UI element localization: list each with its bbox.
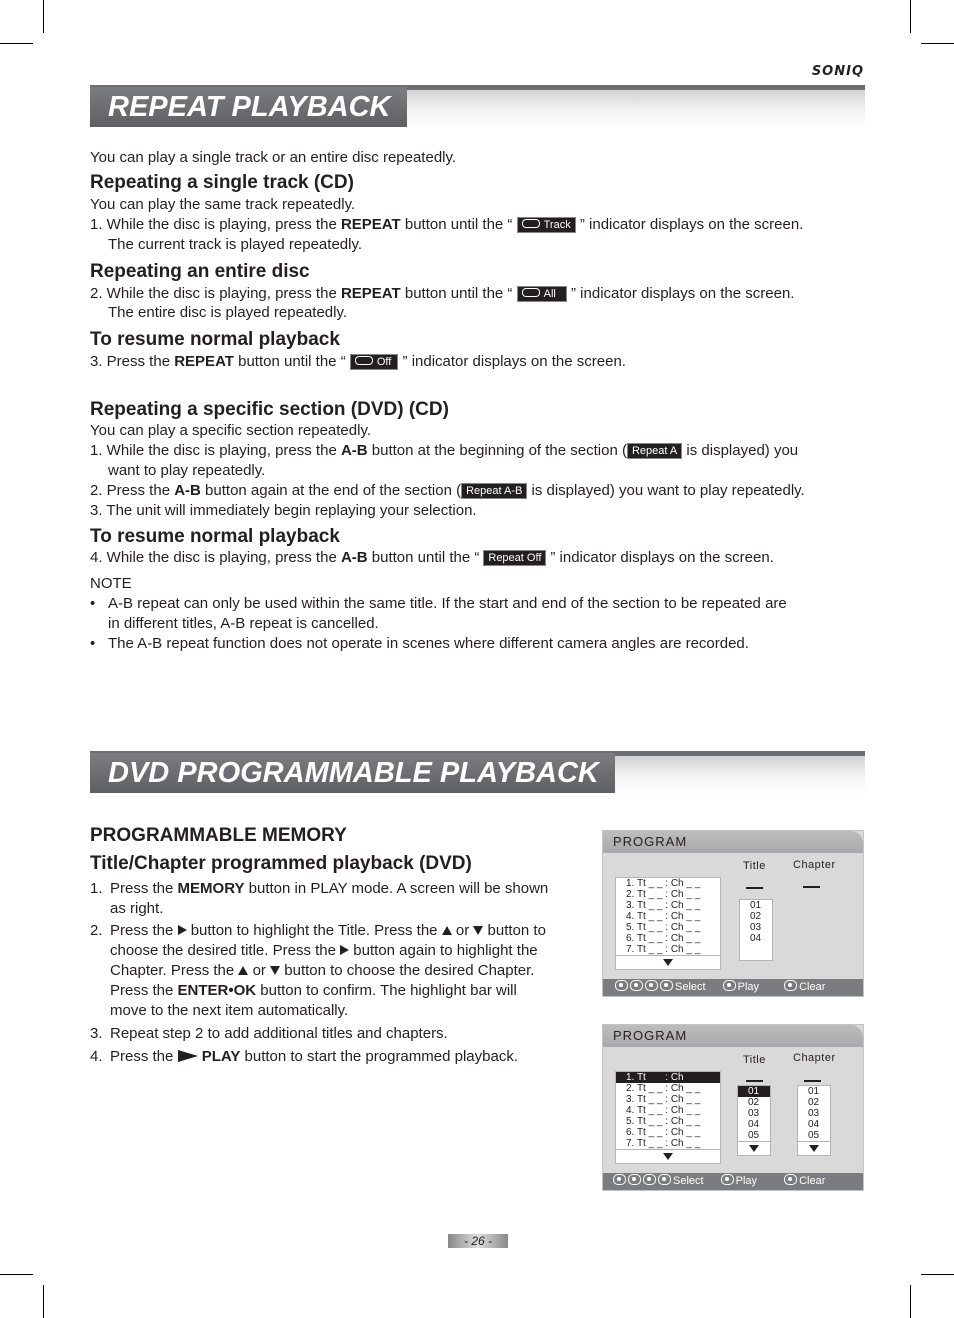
repeat-step-1-line2: The current track is played repeatedly. <box>108 236 363 253</box>
scroll-down-arrow[interactable] <box>616 955 720 969</box>
program-screen-1 <box>602 830 864 997</box>
step-number: 4. <box>90 1048 103 1065</box>
step-text: button until the “ <box>400 216 513 233</box>
repeat-button-name: REPEAT <box>174 353 234 370</box>
title-options <box>739 899 773 961</box>
down-arrow-icon <box>809 1145 819 1152</box>
chapter-value-line <box>803 886 820 888</box>
step-text: ” indicator displays on the screen. <box>579 216 804 233</box>
program-screen-footer <box>603 979 863 996</box>
repeat-step-1 <box>90 215 803 235</box>
program-screen-title: PROGRAM <box>613 834 688 849</box>
resume-heading-2: To resume normal playback <box>90 526 340 547</box>
ab-step-3: 3. The unit will immediately begin replaying your selection. <box>90 502 477 519</box>
repeat-step-2-line2: The entire disc is played repeatedly. <box>108 304 348 321</box>
right-icon <box>645 980 658 991</box>
step-text: button again to highlight the <box>349 942 538 959</box>
repeat-button-name: REPEAT <box>340 285 401 302</box>
crop-mark <box>0 1274 33 1275</box>
step-text: Press the <box>110 880 178 897</box>
crop-mark <box>43 0 44 33</box>
footer-play-label: Play <box>735 1175 758 1187</box>
program-list-item[interactable]: 4. Tt _ _ : Ch _ _ <box>626 911 701 922</box>
ab-step-1-line2: want to play repeatedly. <box>108 462 266 479</box>
program-list <box>615 1071 721 1164</box>
step-text: ” indicator displays on the screen. <box>571 285 795 302</box>
program-list <box>615 877 721 970</box>
single-track-heading: Repeating a single track (CD) <box>90 172 354 193</box>
step-text: Press the <box>110 922 178 939</box>
memory-button-name: MEMORY <box>177 880 245 897</box>
repeat-button-name: REPEAT <box>340 216 401 233</box>
step-text: is displayed) you want to play repeatedly. <box>527 482 805 499</box>
title-options <box>737 1085 771 1156</box>
program-step-1 <box>110 879 580 919</box>
enter-ok-button-name: ENTER•OK <box>177 982 257 999</box>
step-text: 2. While the disc is playing, press the <box>90 285 341 302</box>
repeat-off-indicator <box>350 354 398 370</box>
program-list-item[interactable]: 1. Tt _ _ : Ch _ _ <box>626 878 701 889</box>
program-list-item[interactable]: 7. Tt _ _ : Ch _ _ <box>626 944 701 955</box>
crop-mark <box>910 1285 911 1318</box>
left-icon <box>613 1174 626 1185</box>
page-number: - 26 - <box>448 1234 508 1248</box>
ab-button-name: A-B <box>340 549 368 566</box>
program-step-4 <box>110 1047 580 1067</box>
step-text: as right. <box>110 900 164 917</box>
ab-step-1 <box>90 441 798 461</box>
step-text: button to highlight the Title. Press the <box>186 922 442 939</box>
down-icon <box>658 1174 671 1185</box>
stop-icon <box>784 1174 797 1185</box>
step-text: 1. While the disc is playing, press the <box>90 216 341 233</box>
repeat-intro: You can play a single track or an entire disc repeatedly. <box>90 149 457 166</box>
chapter-option[interactable]: 02 <box>808 1097 820 1108</box>
ab-button-name: A-B <box>340 442 368 459</box>
program-list-item[interactable]: 4. Tt _ _ : Ch _ _ <box>626 1105 701 1116</box>
scroll-down-arrow[interactable] <box>616 1149 720 1163</box>
repeat-track-indicator <box>517 217 576 233</box>
chapter-option[interactable]: 03 <box>808 1108 820 1119</box>
repeat-step-2 <box>90 284 794 304</box>
down-icon <box>660 980 673 991</box>
note-1: A-B repeat can only be used within the same title. If the start and end of the section to be repeated are <box>108 595 787 612</box>
title-option[interactable]: 05 <box>748 1130 760 1141</box>
title-option[interactable]: 04 <box>750 933 762 944</box>
step-text: 4. While the disc is playing, press the <box>90 549 341 566</box>
program-list-item[interactable]: 5. Tt _ _ : Ch _ _ <box>626 1116 701 1127</box>
repeat-a-indicator: Repeat A <box>627 443 682 459</box>
repeat-ab-indicator: Repeat A-B <box>461 483 527 499</box>
step-number: 2. <box>90 922 103 939</box>
program-list-item[interactable]: 6. Tt _ _ : Ch _ _ <box>626 1127 701 1138</box>
footer-play-label: Play <box>737 981 760 993</box>
title-value-line <box>746 887 763 889</box>
nav-icons <box>613 1175 673 1187</box>
title-option[interactable]: 02 <box>748 1097 760 1108</box>
title-value-line <box>746 1080 763 1082</box>
nav-icons <box>615 981 675 993</box>
step-text: button again at the end of the section ( <box>200 482 462 499</box>
repeat-banner-title: REPEAT PLAYBACK <box>90 87 407 127</box>
chapter-option[interactable]: 05 <box>808 1130 820 1141</box>
repeat-banner <box>90 85 865 129</box>
step-text: button until the “ <box>233 353 346 370</box>
play-icon <box>723 980 736 991</box>
step-text: button to confirm. The highlight bar will <box>256 982 517 999</box>
program-screen-header <box>603 1025 863 1047</box>
down-arrow-icon <box>473 926 483 935</box>
footer-clear-label: Clear <box>799 981 826 993</box>
title-option[interactable]: 03 <box>750 922 762 933</box>
step-text: button in PLAY mode. A screen will be shown <box>244 880 549 897</box>
program-screen-title: PROGRAM <box>613 1028 688 1043</box>
crop-mark <box>910 0 911 33</box>
repeat-off-ab-indicator: Repeat Off <box>483 550 546 566</box>
crop-mark <box>43 1285 44 1318</box>
resume-heading-1: To resume normal playback <box>90 329 340 350</box>
note-2: The A-B repeat function does not operate in scenes where different camera angles are recorded. <box>108 635 749 652</box>
step-number: 1. <box>90 880 103 897</box>
stop-icon <box>784 980 797 991</box>
program-banner-title: DVD PROGRAMMABLE PLAYBACK <box>90 753 615 793</box>
brand-logo: SONIQ <box>811 64 864 79</box>
step-text: ” indicator displays on the screen. <box>402 353 626 370</box>
program-banner <box>90 751 865 795</box>
step-text: Press the <box>110 1048 178 1065</box>
up-icon <box>630 980 643 991</box>
ab-sub: You can play a specific section repeatedly. <box>90 422 372 439</box>
indicator-label: Off <box>376 356 392 368</box>
step-number: 3. <box>90 1025 103 1042</box>
step-text: or <box>451 922 474 939</box>
step-text: button until the “ <box>367 549 480 566</box>
step-text: button to choose the desired Chapter. <box>280 962 535 979</box>
step-text: button to start the programmed playback. <box>240 1048 518 1065</box>
left-icon <box>615 980 628 991</box>
repeat-icon <box>355 356 373 365</box>
title-option[interactable]: 03 <box>748 1108 760 1119</box>
chapter-column-header: Chapter <box>793 1052 836 1064</box>
note-bullet: • <box>90 635 96 652</box>
note-1-line2: in different titles, A-B repeat is cancelled. <box>108 615 379 632</box>
step-text: button until the “ <box>400 285 513 302</box>
step-text: or <box>248 962 271 979</box>
note-bullet: • <box>90 595 96 612</box>
footer-select-label: Select <box>673 1175 704 1187</box>
ab-step-2 <box>90 481 805 501</box>
title-column-header: Title <box>743 860 766 872</box>
program-list-item[interactable]: 2. Tt _ _ : Ch _ _ <box>626 1083 701 1094</box>
step-text: 1. While the disc is playing, press the <box>90 442 341 459</box>
up-icon <box>628 1174 641 1185</box>
title-option[interactable]: 01 <box>738 1086 770 1097</box>
program-list-item[interactable]: 2. Tt _ _ : Ch _ _ <box>626 889 701 900</box>
step-text: 2. Press the <box>90 482 175 499</box>
step-text: ” indicator displays on the screen. <box>550 549 774 566</box>
program-list-item[interactable]: 5. Tt _ _ : Ch _ _ <box>626 922 701 933</box>
play-icon <box>178 1050 198 1062</box>
chapter-option[interactable]: 01 <box>808 1086 820 1097</box>
title-option[interactable]: 02 <box>750 911 762 922</box>
indicator-label: All <box>543 288 556 300</box>
step-text: move to the next item automatically. <box>110 1002 349 1019</box>
note-label: NOTE <box>90 575 132 592</box>
program-screen-header <box>603 831 863 853</box>
title-chapter-heading: Title/Chapter programmed playback (DVD) <box>90 853 472 874</box>
repeat-all-indicator <box>517 286 567 302</box>
step-text: is displayed) you <box>682 442 799 459</box>
repeat-step-3 <box>90 352 626 372</box>
crop-mark <box>921 43 954 44</box>
step-text: button to <box>483 922 546 939</box>
step-text: Chapter. Press the <box>110 962 239 979</box>
title-option[interactable]: 04 <box>748 1119 760 1130</box>
chapter-column-header: Chapter <box>793 859 836 871</box>
repeat-icon <box>522 219 540 228</box>
step-text: choose the desired title. Press the <box>110 942 341 959</box>
program-list-item[interactable]: 3. Tt _ _ : Ch _ _ <box>626 900 701 911</box>
program-screen-2 <box>602 1024 864 1191</box>
chapter-options <box>797 1085 831 1156</box>
single-track-sub: You can play the same track repeatedly. <box>90 196 356 213</box>
ab-button-name: A-B <box>174 482 201 499</box>
step-text: Press the <box>110 982 178 999</box>
repeat-icon <box>522 288 540 297</box>
indicator-label: Track <box>543 219 571 231</box>
program-screen-footer <box>603 1173 863 1190</box>
crop-mark <box>921 1274 954 1275</box>
program-step-2 <box>110 921 580 1021</box>
title-option[interactable]: 01 <box>750 900 762 911</box>
right-arrow-icon <box>340 945 349 955</box>
step-text: button at the beginning of the section ( <box>367 442 627 459</box>
up-arrow-icon <box>442 926 452 935</box>
chapter-value-line <box>804 1080 821 1082</box>
program-list-item[interactable]: 7. Tt _ _ : Ch _ _ <box>626 1138 701 1149</box>
down-arrow-icon <box>663 1153 673 1160</box>
footer-select-label: Select <box>675 981 706 993</box>
down-arrow-icon <box>749 1145 759 1152</box>
step-text: 3. Press the <box>90 353 175 370</box>
play-icon <box>721 1174 734 1185</box>
crop-mark <box>0 43 33 44</box>
program-list-item[interactable]: 1. Tt : Ch <box>616 1072 720 1083</box>
down-arrow-icon <box>270 966 280 975</box>
right-icon <box>643 1174 656 1185</box>
title-scroll-arrow[interactable] <box>738 1141 770 1155</box>
chapter-option[interactable]: 04 <box>808 1119 820 1130</box>
down-arrow-icon <box>663 959 673 966</box>
program-list-item[interactable]: 3. Tt _ _ : Ch _ _ <box>626 1094 701 1105</box>
play-button-name: PLAY <box>201 1048 241 1065</box>
programmable-memory-heading: PROGRAMMABLE MEMORY <box>90 825 347 846</box>
entire-disc-heading: Repeating an entire disc <box>90 261 310 282</box>
ab-step-4 <box>90 548 774 568</box>
chapter-scroll-arrow[interactable] <box>798 1141 830 1155</box>
ab-heading: Repeating a specific section (DVD) (CD) <box>90 399 449 420</box>
right-arrow-icon <box>178 925 187 935</box>
footer-clear-label: Clear <box>799 1175 826 1187</box>
up-arrow-icon <box>238 966 248 975</box>
title-column-header: Title <box>743 1054 766 1066</box>
program-list-item[interactable]: 6. Tt _ _ : Ch _ _ <box>626 933 701 944</box>
program-step-3: Repeat step 2 to add additional titles and chapters. <box>110 1025 448 1042</box>
